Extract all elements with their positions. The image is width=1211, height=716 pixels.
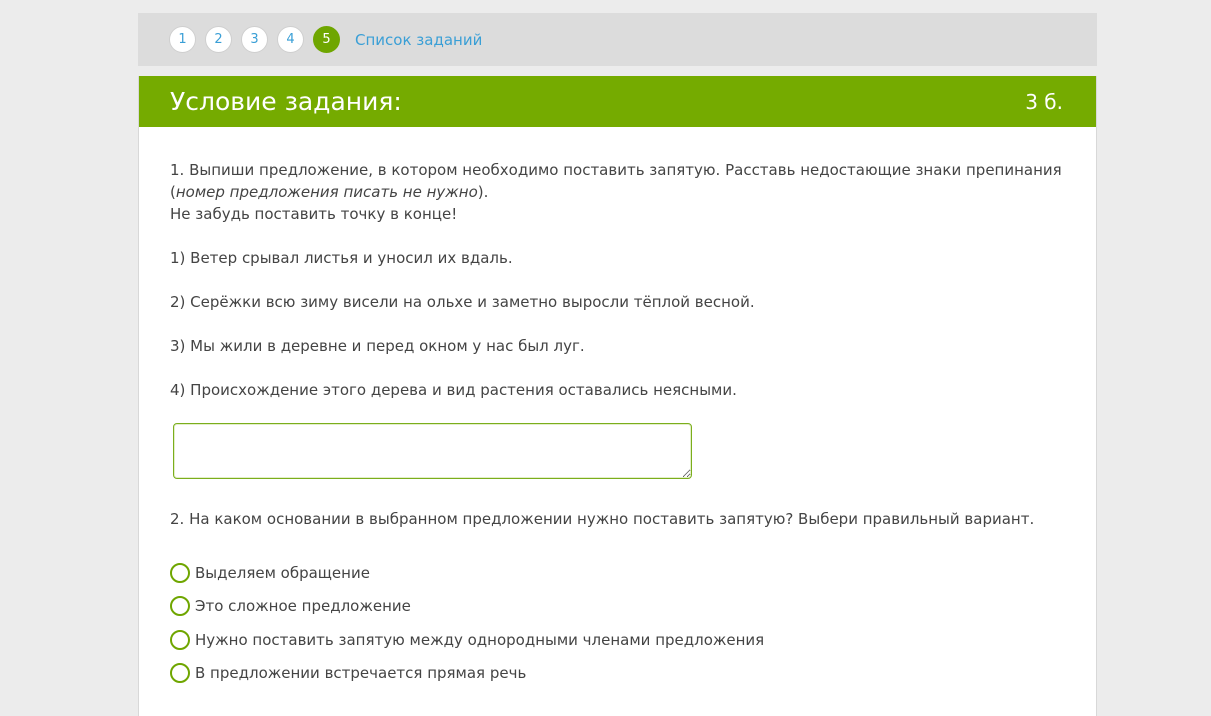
task-title: Условие задания: <box>170 87 402 116</box>
task-header <box>139 76 1096 127</box>
radio-icon[interactable] <box>170 630 190 650</box>
question1-instruction: 1. Выпиши предложение, в котором необходимо поставить запятую. Расставь недостающие знаки препинания <box>170 161 1062 179</box>
option-2-label: Это сложное предложение <box>195 597 411 616</box>
task-body <box>139 127 1096 690</box>
answer-textarea[interactable] <box>173 423 692 479</box>
radio-icon[interactable] <box>170 663 190 683</box>
option-2[interactable] <box>170 590 1065 624</box>
page-button-1[interactable]: 1 <box>169 26 196 53</box>
option-1[interactable] <box>170 556 1065 590</box>
radio-icon[interactable] <box>170 596 190 616</box>
sentence-1: 1) Ветер срывал листья и уносил их вдаль. <box>170 249 513 267</box>
option-1-label: Выделяем обращение <box>195 563 370 582</box>
question1-note: (номер предложения писать не нужно). <box>170 183 489 201</box>
sentence-2: 2) Серёжки всю зиму висели на ольхе и заметно выросли тёплой весной. <box>170 293 755 311</box>
page-button-4[interactable]: 4 <box>277 26 304 53</box>
option-4[interactable] <box>170 657 1065 691</box>
radio-icon[interactable] <box>170 563 190 583</box>
task-score: 3 б. <box>1025 89 1063 114</box>
question2-text: 2. На каком основании в выбранном предложении нужно поставить запятую? Выбери правильный вариант. <box>170 510 1035 528</box>
option-3[interactable] <box>170 623 1065 657</box>
page-wrapper <box>138 13 1097 716</box>
page-button-2[interactable]: 2 <box>205 26 232 53</box>
question1-note-italic: номер предложения писать не нужно <box>175 183 478 201</box>
option-3-label: Нужно поставить запятую между однородными членами предложения <box>195 630 765 649</box>
task-navigation <box>138 13 1097 66</box>
option-4-label: В предложении встречается прямая речь <box>195 664 527 683</box>
question1-reminder: Не забудь поставить точку в конце! <box>170 205 458 223</box>
sentence-4: 4) Происхождение этого дерева и вид растения оставались неясными. <box>170 381 737 399</box>
page-button-3[interactable]: 3 <box>241 26 268 53</box>
page-button-5-active[interactable]: 5 <box>313 26 340 53</box>
task-card <box>138 76 1097 716</box>
task-list-link[interactable]: Список заданий <box>355 30 483 49</box>
answer-options <box>170 556 1065 690</box>
sentence-3: 3) Мы жили в деревне и перед окном у нас был луг. <box>170 337 585 355</box>
